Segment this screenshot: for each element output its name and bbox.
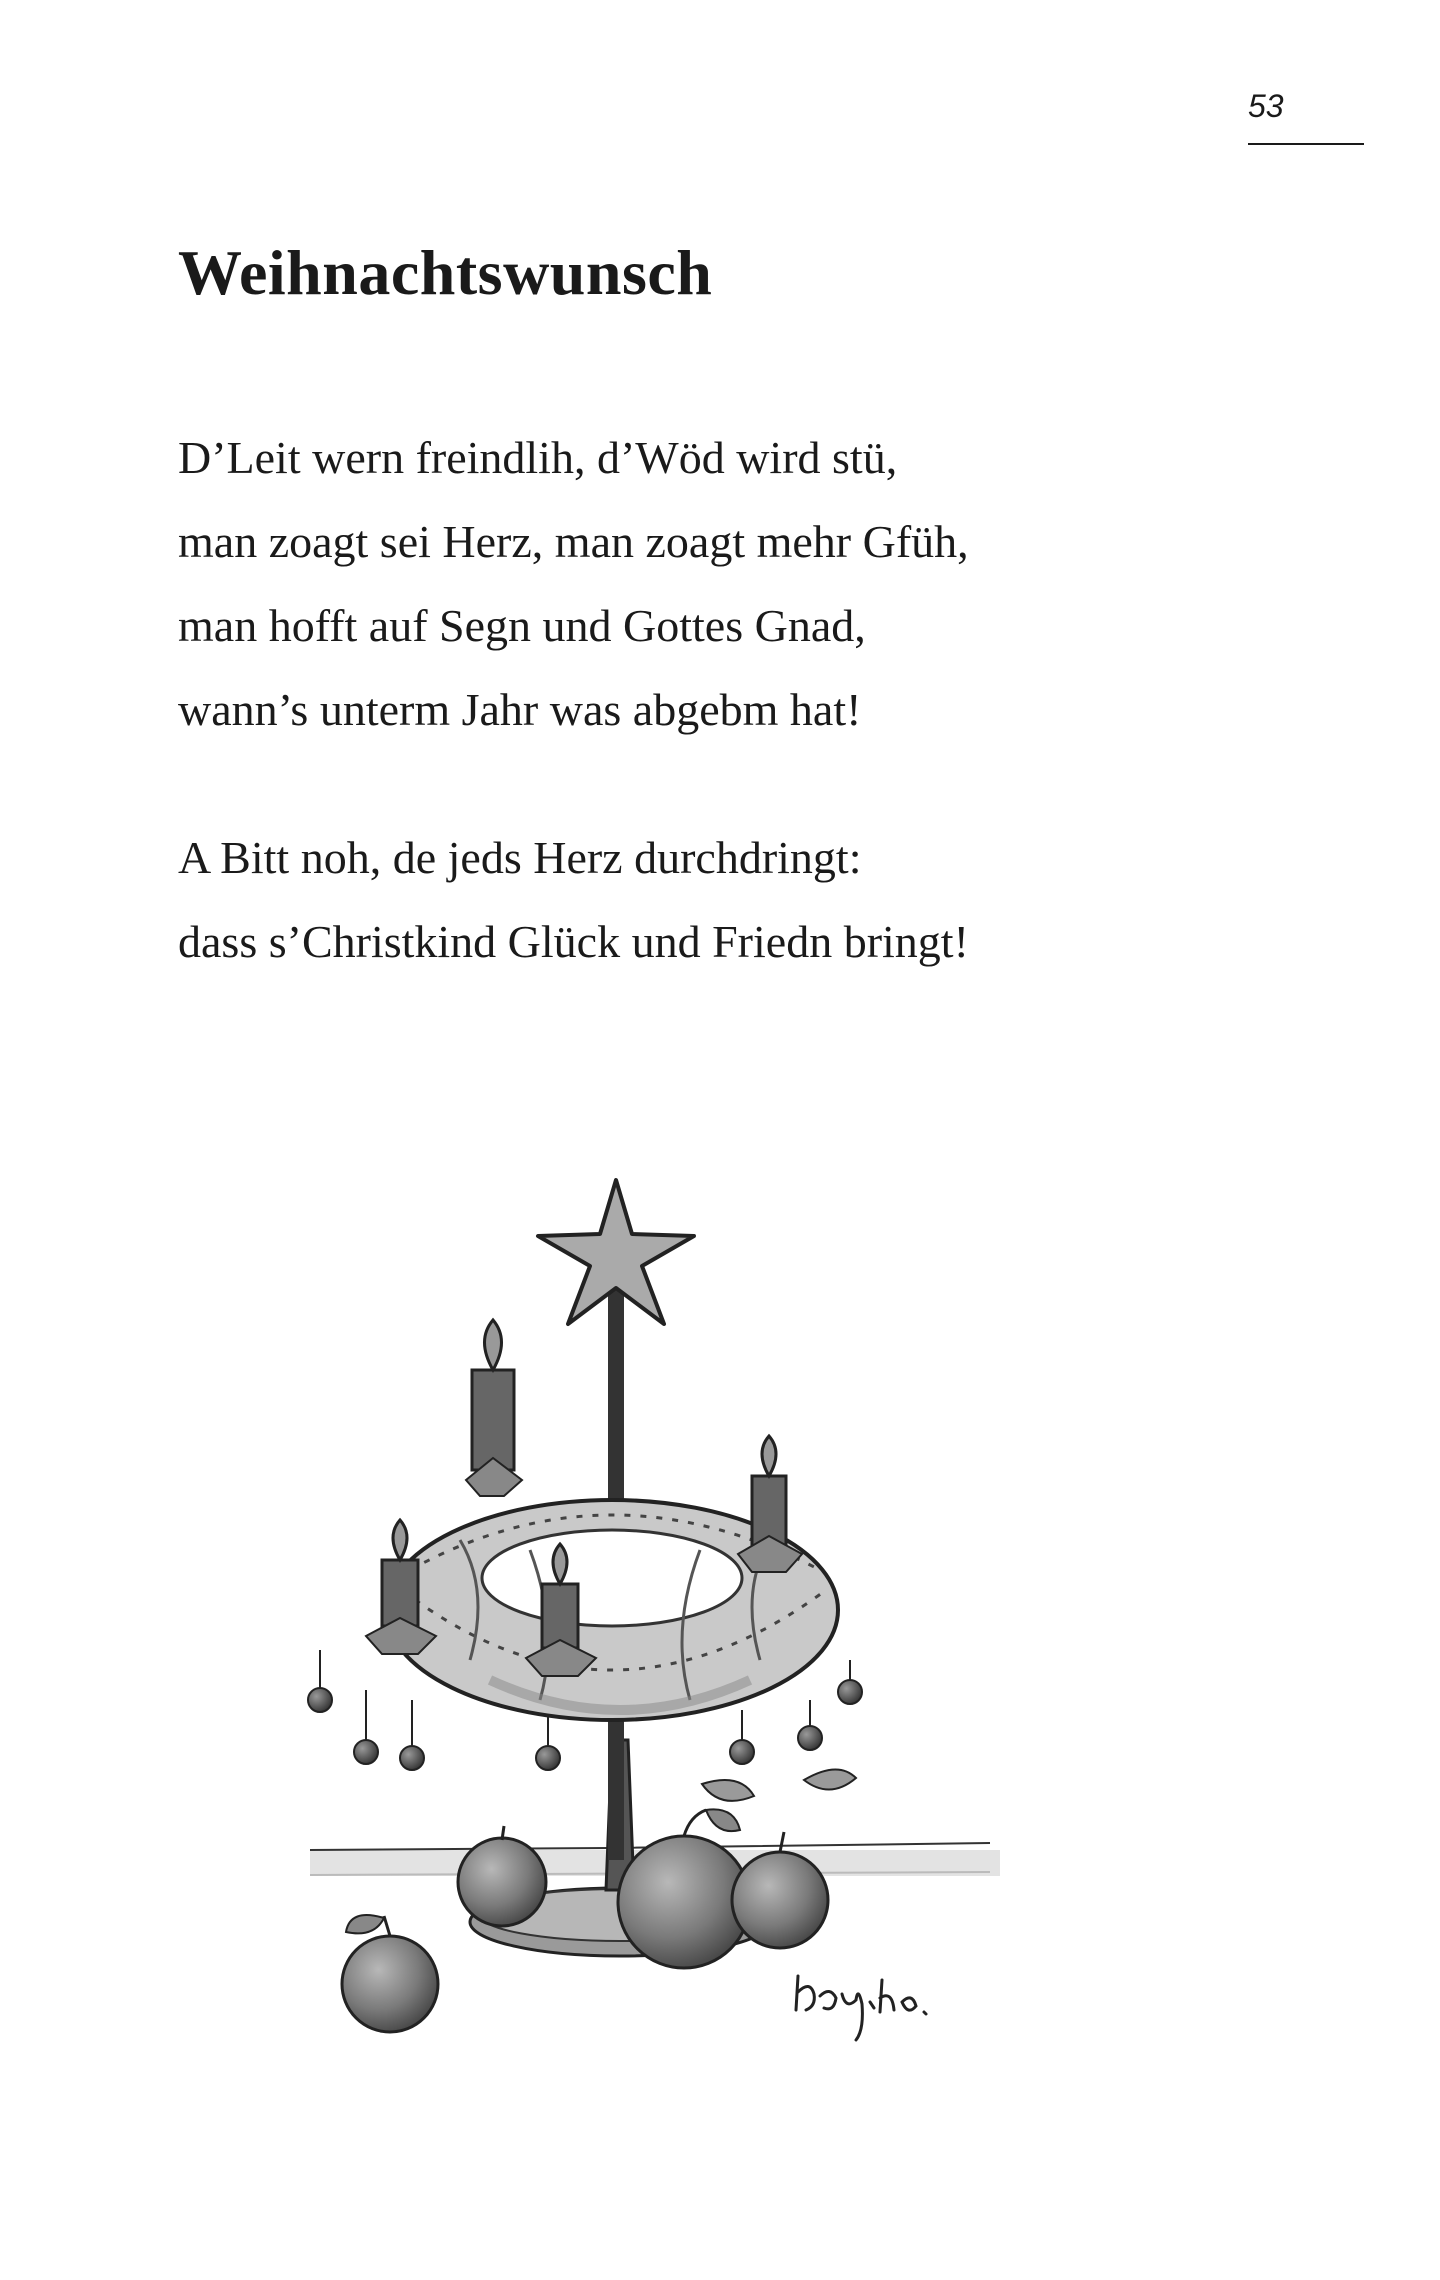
apple-center bbox=[618, 1809, 750, 1968]
stanza-2 bbox=[178, 816, 969, 984]
candle-back-right bbox=[738, 1436, 802, 1572]
poem-line: wann’s unterm Jahr was abgebm hat! bbox=[178, 684, 862, 735]
poem-body bbox=[178, 416, 969, 984]
poem-line: dass s’Christkind Glück und Friedn bringt! bbox=[178, 916, 969, 967]
poem-line: man zoagt sei Herz, man zoagt mehr Gfüh, bbox=[178, 516, 969, 567]
apple-right bbox=[732, 1832, 828, 1948]
leaves bbox=[702, 1769, 856, 1800]
stanza-1 bbox=[178, 416, 969, 752]
candle-back-left bbox=[466, 1320, 522, 1496]
artist-signature bbox=[796, 1976, 926, 2040]
poem-title: Weihnachtswunsch bbox=[178, 237, 713, 308]
apple-left bbox=[458, 1826, 546, 1926]
poem-line: D’Leit wern freindlih, d’Wöd wird stü, bbox=[178, 432, 898, 483]
poem-line: A Bitt noh, de jeds Herz durchdringt: bbox=[178, 832, 862, 883]
advent-wreath-illustration bbox=[290, 1160, 1010, 2060]
page-number: 53 bbox=[1248, 88, 1364, 145]
apple-small bbox=[342, 1915, 438, 2032]
poem-line: man hofft auf Segn und Gottes Gnad, bbox=[178, 600, 866, 651]
